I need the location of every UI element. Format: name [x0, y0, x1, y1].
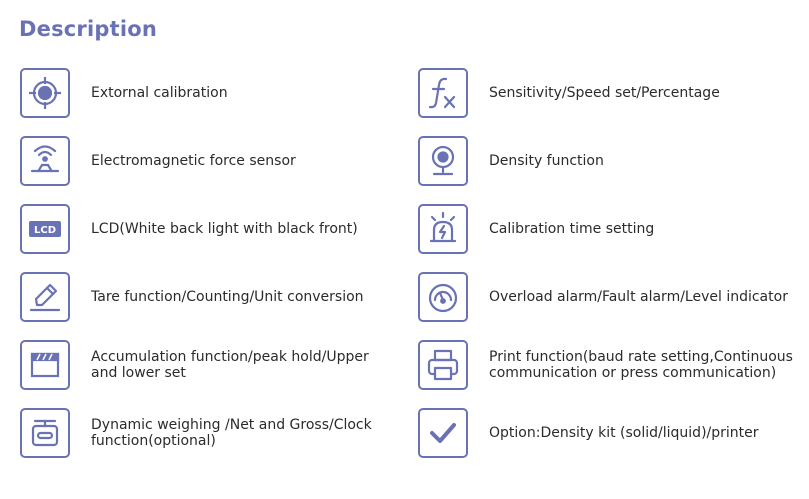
feature-label: Extornal calibration: [91, 85, 228, 101]
feature-item-calibration-time: [418, 204, 799, 254]
feature-item-tare: [20, 272, 386, 322]
feature-label: Print function(baud rate setting,Continuous communication or press communication): [489, 349, 793, 381]
feature-item-lcd: [20, 204, 386, 254]
feature-item-force-sensor: [20, 136, 386, 186]
pencil-edit-icon: [20, 272, 70, 322]
lcd-icon: [20, 204, 70, 254]
feature-label: Option:Density kit (solid/liquid)/printer: [489, 425, 759, 441]
feature-item-overload-alarm: [418, 272, 799, 322]
feature-label: Density function: [489, 153, 604, 169]
feature-label: Sensitivity/Speed set/Percentage: [489, 85, 720, 101]
lcd-icon-text: LCD: [33, 225, 57, 236]
printer-icon: [418, 340, 468, 390]
feature-label: Accumulation function/peak hold/Upper and lower set: [91, 349, 369, 381]
wireless-sensor-icon: [20, 136, 70, 186]
page-title: Description: [19, 17, 158, 41]
target-crosshair-icon: [20, 68, 70, 118]
feature-label: Calibration time setting: [489, 221, 655, 237]
feature-item-print: [418, 340, 799, 390]
gauge-icon: [418, 272, 468, 322]
feature-item-sensitivity: [418, 68, 799, 118]
feature-label: Dynamic weighing /Net and Gross/Clock function(optional): [91, 417, 372, 449]
function-fx-icon: [418, 68, 468, 118]
feature-label: LCD(White back light with black front): [91, 221, 358, 237]
feature-label: Electromagnetic force sensor: [91, 153, 296, 169]
weighing-scale-icon: [20, 408, 70, 458]
webcam-icon: [418, 136, 468, 186]
feature-item-option: [418, 408, 799, 458]
feature-item-external-calibration: [20, 68, 386, 118]
feature-item-accumulation: [20, 340, 386, 390]
feature-label: Tare function/Counting/Unit conversion: [91, 289, 364, 305]
clapperboard-icon: [20, 340, 70, 390]
checkmark-icon: [418, 408, 468, 458]
alarm-siren-icon: [418, 204, 468, 254]
feature-item-dynamic-weighing: [20, 408, 386, 458]
feature-item-density: [418, 136, 799, 186]
feature-label: Overload alarm/Fault alarm/Level indicator: [489, 289, 788, 305]
